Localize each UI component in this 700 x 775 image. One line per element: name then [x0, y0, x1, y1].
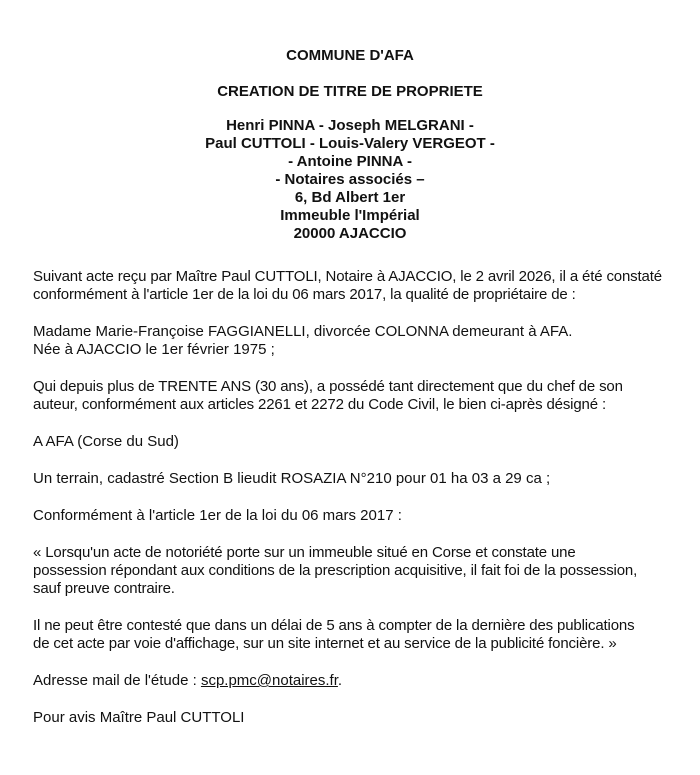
law-reference-paragraph: Conformément à l'article 1er de la loi du 06 mars 2017 : — [33, 507, 402, 524]
email-paragraph — [33, 672, 673, 690]
office-address-line: Immeuble l'Impérial — [280, 207, 420, 224]
office-address-line: 20000 AJACCIO — [293, 225, 407, 242]
office-address-line: 6, Bd Albert 1er — [294, 189, 406, 206]
law-quote-paragraph: « Lorsqu'un acte de notoriété porte sur un immeuble situé en Corse et constate une possession répondant aux conditions de la prescription acquisitive, il fait foi de la possession, sauf preuve contraire. — [33, 544, 638, 597]
location-paragraph: A AFA (Corse du Sud) — [33, 433, 179, 450]
possession-paragraph: Qui depuis plus de TRENTE ANS (30 ans), a possédé tant directement que du chef de son auteur, conformément aux articles 2261 et 2272 du Code Civil, le bien ci-après désigné : — [33, 378, 623, 413]
notaries-line: - Notaires associés – — [275, 171, 425, 188]
email-suffix: . — [337, 672, 343, 689]
parcel-paragraph: Un terrain, cadastré Section B lieudit ROSAZIA N°210 pour 01 ha 03 a 29 ca ; — [33, 470, 551, 487]
owner-paragraph: Madame Marie-Françoise FAGGIANELLI, divorcée COLONNA demeurant à AFA. Née à AJACCIO le 1er février 1975 ; — [33, 323, 573, 358]
notaries-line: Paul CUTTOLI - Louis-Valery VERGEOT - — [205, 135, 495, 152]
notice-body — [33, 268, 673, 746]
notice-title: CREATION DE TITRE DE PROPRIETE — [217, 83, 483, 100]
commune-title: COMMUNE D'AFA — [286, 47, 414, 64]
notaries-line: Henri PINNA - Joseph MELGRANI - — [226, 117, 474, 134]
notaries-block — [0, 117, 700, 243]
contestation-paragraph: Il ne peut être contesté que dans un délai de 5 ans à compter de la dernière des publications de cet acte par voie d'affichage, sur un site internet et au service de la publicité foncière. » — [33, 617, 635, 652]
notaries-line: - Antoine PINNA - — [288, 153, 412, 170]
deed-paragraph: Suivant acte reçu par Maître Paul CUTTOLI, Notaire à AJACCIO, le 2 avril 2026, il a été constaté conformément à l'article 1er de la loi du 06 mars 2017, la qualité de propriétaire de : — [33, 268, 662, 303]
email-link[interactable]: scp.pmc@notaires.fr — [200, 672, 338, 689]
email-label: Adresse mail de l'étude : — [33, 672, 201, 689]
signature-paragraph: Pour avis Maître Paul CUTTOLI — [33, 709, 245, 726]
